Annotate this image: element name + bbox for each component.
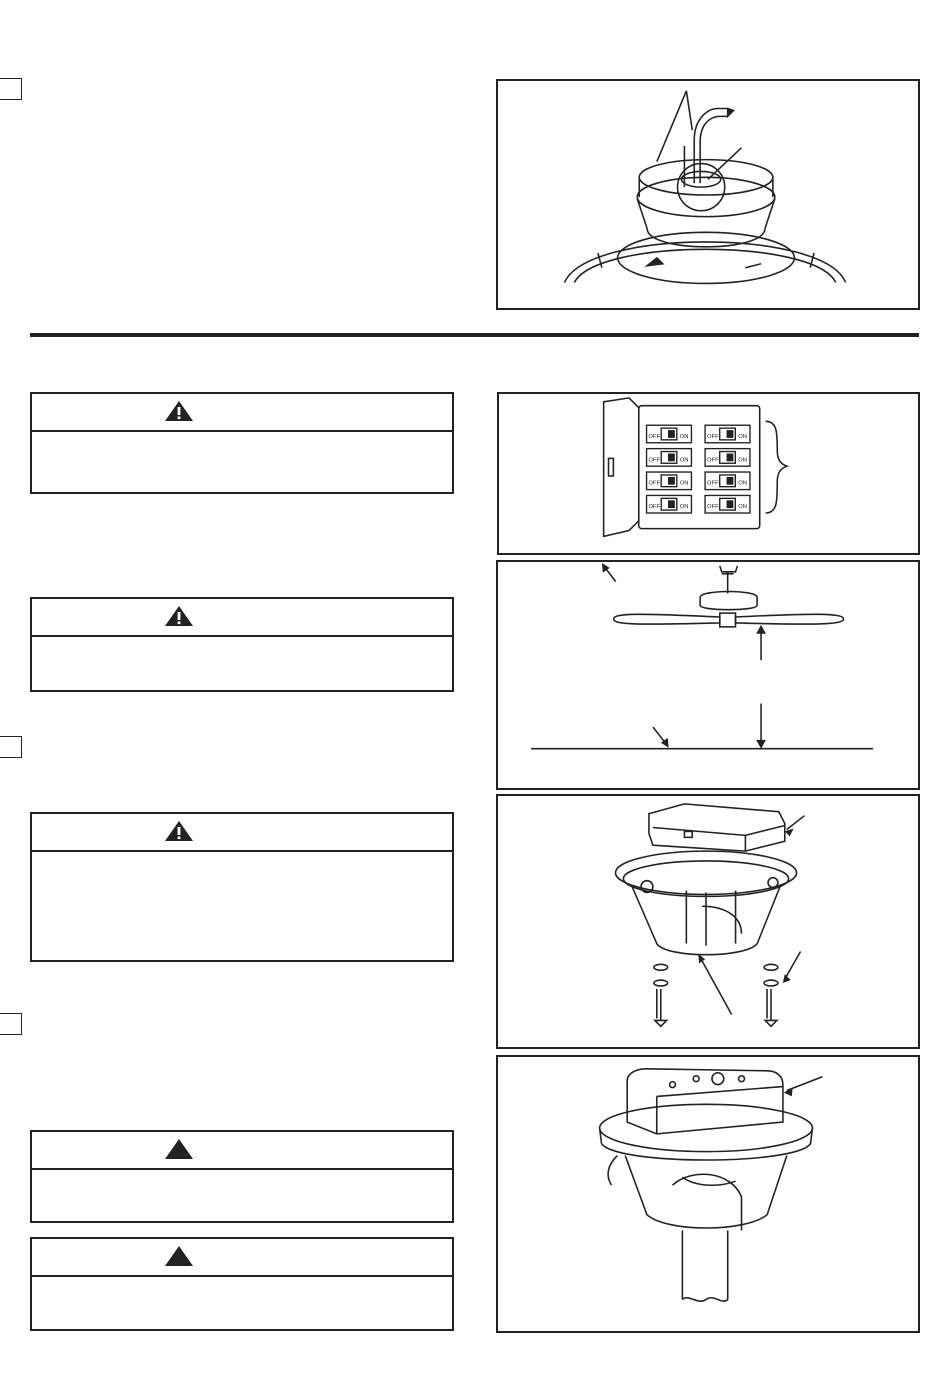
step-number-box-2 <box>0 736 22 758</box>
breaker-label: OFF <box>707 480 719 487</box>
warning-box-2 <box>30 597 454 692</box>
mounting-bracket-illustration <box>498 796 918 1047</box>
warning-header <box>32 814 452 852</box>
breaker-label: ON <box>679 480 689 487</box>
breaker-label: OFF <box>707 457 719 464</box>
breaker-label: ON <box>679 433 689 440</box>
breaker-switch <box>705 449 750 467</box>
warning-triangle-icon <box>164 820 194 842</box>
warning-header <box>32 394 452 432</box>
caution-triangle-icon <box>164 1245 194 1267</box>
warning-triangle-icon <box>164 605 194 627</box>
figure-breaker-panel <box>497 392 920 555</box>
step-number-box-3 <box>0 1013 22 1035</box>
breaker-label: OFF <box>648 480 661 487</box>
breaker-switch <box>647 472 692 490</box>
figure-fan-height <box>496 560 920 790</box>
breaker-switch <box>705 472 750 490</box>
warning-triangle-icon <box>164 400 194 422</box>
breaker-label: ON <box>738 457 748 464</box>
caution-header <box>32 1132 452 1170</box>
figure-bracket-on-downrod <box>496 1055 920 1333</box>
figure-mounting-bracket <box>496 794 920 1049</box>
bracket-on-downrod-illustration <box>498 1057 918 1331</box>
fan-height-illustration <box>498 562 918 788</box>
warning-box-4 <box>30 1130 454 1223</box>
figure-hanger-bracket <box>496 79 920 310</box>
warning-box-5 <box>30 1237 454 1331</box>
breaker-switch <box>647 449 692 467</box>
step-number-box-1 <box>0 78 22 100</box>
breaker-label: OFF <box>648 504 661 511</box>
breaker-label: ON <box>679 504 689 511</box>
caution-triangle-icon <box>164 1138 194 1160</box>
breaker-label: ON <box>738 480 748 487</box>
breaker-switch <box>705 425 750 443</box>
breaker-switch <box>705 495 750 513</box>
caution-header <box>32 1239 452 1277</box>
warning-header <box>32 599 452 637</box>
breaker-label: ON <box>738 504 748 511</box>
warning-box-3 <box>30 812 454 962</box>
hanger-bracket-illustration <box>498 81 918 308</box>
breaker-label: OFF <box>707 504 719 511</box>
breaker-switch <box>647 425 692 443</box>
breaker-label: ON <box>738 433 748 440</box>
breaker-label: ON <box>679 457 689 464</box>
section-divider <box>30 333 919 337</box>
breaker-label: OFF <box>707 433 719 440</box>
breaker-switch <box>647 495 692 513</box>
breaker-panel-illustration <box>499 394 918 553</box>
breaker-label: OFF <box>648 433 661 440</box>
warning-box-1 <box>30 392 454 494</box>
breaker-label: OFF <box>648 457 661 464</box>
